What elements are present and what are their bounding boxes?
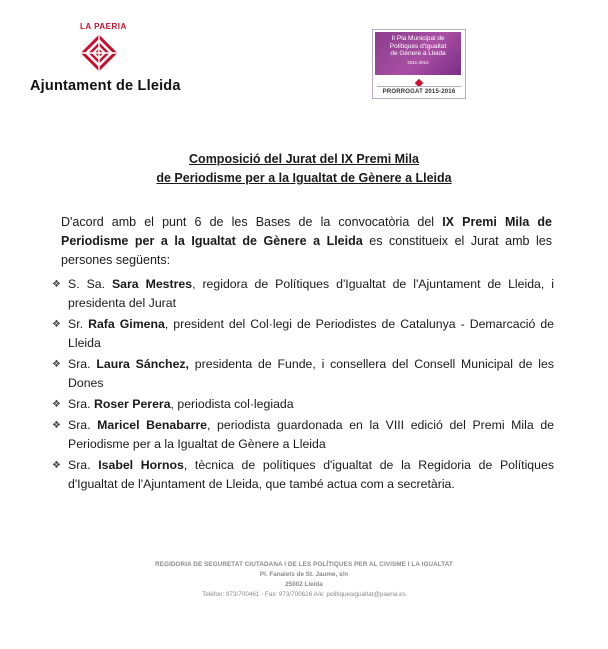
jury-member-name: Isabel Hornos: [98, 458, 184, 472]
jury-member-name: Laura Sánchez,: [96, 357, 189, 371]
jury-member: ❖ Sra. Roser Perera, periodista col·legiada: [52, 395, 554, 414]
la-paeria-label: LA PAERIA: [80, 22, 127, 31]
jury-member-name: Roser Perera: [93, 397, 171, 411]
diamond-bullet-icon: ❖: [52, 279, 61, 290]
diamond-bullet-icon: ❖: [52, 460, 61, 471]
jury-member-name: Sara Mestres: [111, 277, 193, 291]
diamond-bullet-icon: ❖: [52, 359, 61, 370]
plan-line-3: de Gènere a Lleida: [390, 50, 446, 57]
jury-list: [52, 275, 554, 496]
intro-paragraph: [61, 213, 552, 270]
title-line-2: de Periodisme per a la Igualtat de Gènere a Lleida: [156, 171, 452, 185]
plan-line-1: II Pla Municipal de: [391, 35, 445, 42]
document-title: [0, 150, 608, 188]
prorrogat-badge: PRORROGAT 2015-2016: [377, 86, 461, 97]
jury-member: ❖ S. Sa. Sara Mestres, regidora de Polítiques d'Igualtat de l'Ajuntament de Lleida, i presidenta del Jurat: [52, 277, 554, 310]
diamond-bullet-icon: ❖: [52, 420, 61, 431]
plan-years: 2011-2014: [407, 59, 429, 65]
jury-member: ❖ Sra. Isabel Hornos, tècnica de polítiques d'igualtat de la Regidoria de Polítiques d'Igualtat de l'Ajuntament de Lleida, que també actua com a secretària.: [52, 458, 554, 491]
intro-text-after: es constitueix el Jurat amb les persones següents:: [61, 234, 552, 267]
jury-member: ❖ Sra. Laura Sánchez, presidenta de Funde, i consellera del Consell Municipal de les Dones: [52, 357, 554, 390]
title-line-1: Composició del Jurat del IX Premi Mila: [189, 152, 419, 166]
diamond-bullet-icon: ❖: [52, 399, 61, 410]
jury-member-name: Maricel Benabarre: [97, 418, 207, 432]
pla-municipal-banner: [375, 32, 461, 75]
footer-city: 25002 Lleida: [285, 581, 323, 588]
ajuntament-name: Ajuntament de Lleida: [30, 78, 181, 94]
diamond-bullet-icon: ❖: [52, 319, 61, 330]
page-footer: [0, 560, 608, 600]
paeria-emblem-icon: [78, 32, 120, 74]
pla-municipal-logo: [372, 29, 466, 99]
intro-text-before: D'acord amb el punt 6 de les Bases de la convocatòria del: [61, 215, 443, 229]
footer-contact: Telèfon: 973/700461 · Fax: 973/700626 A/e: politiquesigualtat@paeria.es: [202, 591, 406, 598]
jury-member-name: Rafa Gimena: [88, 317, 165, 331]
jury-member: ❖ Sr. Rafa Gimena, president del Col·legi de Periodistes de Catalunya - Demarcació de Lleida: [52, 317, 555, 350]
footer-street: Pl. Fanalets de St. Jaume, s/n: [259, 571, 349, 578]
jury-member: ❖ Sra. Maricel Benabarre, periodista guardonada en la VIII edició del Premi Mila de Periodisme per a la Igualtat de Gènere a Lleida: [52, 418, 554, 451]
intro-award-name: IX Premi Mila de Periodisme per a la Igualtat de Gènere a Lleida: [61, 215, 552, 248]
plan-line-2: Polítiques d'Igualtat: [389, 42, 447, 50]
footer-department: REGIDORIA DE SEGURETAT CIUTADANA I DE LES POLÍTIQUES PER AL CIVISME I LA IGUALTAT: [155, 561, 453, 568]
